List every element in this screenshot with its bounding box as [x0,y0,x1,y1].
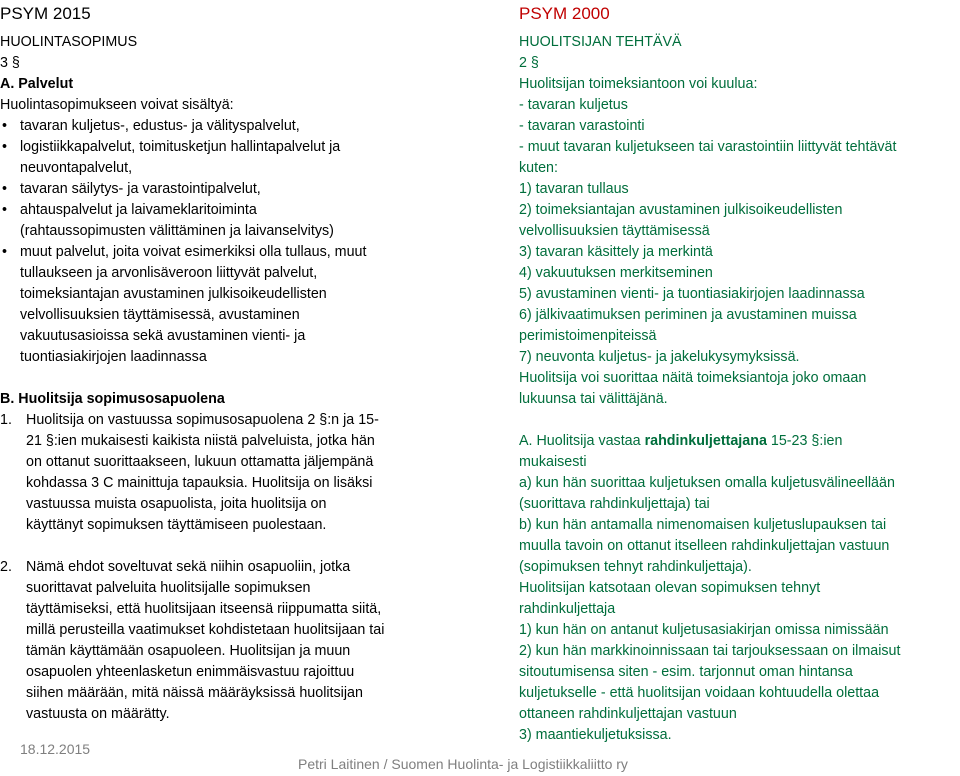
bullet-line [0,200,462,221]
left-intro: Huolintasopimukseen voivat sisältyä: [0,97,234,113]
item-1-line: käyttänyt sopimuksen täyttämiseen puolestaan. [26,517,327,533]
bullet-line [0,263,462,284]
bullet-line [0,158,462,179]
right-line: a) kun hän suorittaa kuljetuksen omalla kuljetusvälineellään [519,475,895,491]
right-line: (sopimuksen tehnyt rahdinkuljettaja). [519,559,752,575]
bullet-icon [0,263,20,284]
right-line: velvollisuuksien täyttämisessä [519,223,710,239]
right-line: b) kun hän antamalla nimenomaisen kuljetuslupauksen tai [519,517,887,533]
bullet-text: logistiikkapalvelut, toimitusketjun hallintapalvelut ja [20,139,341,155]
item-2-text: suorittavat palveluita huolitsijalle sopimuksen [26,580,311,596]
right-heading-a-suffix: 15-23 §:ien [766,433,843,449]
item-2 [0,557,462,725]
item-2-text: osapuolen yhteenlasketun enimmäisvastuu rajoittuu [26,664,355,680]
footer-date: 18.12.2015 [20,741,91,757]
right-line: Huolitsijan katsotaan olevan sopimuksen tehnyt [519,580,821,596]
item-2-line [0,599,462,620]
bullet-icon: • [2,202,8,218]
bullet-line [0,116,462,137]
right-paragraph-number: 2 § [519,55,539,71]
right-line: - muut tavaran kuljetukseen tai varastointiin liittyvät tehtävät [519,139,897,155]
right-text-block-2 [519,452,960,746]
item-2-text: täyttämiseksi, että huolitsijaan itseensä riippumatta siitä, [26,601,382,617]
bullet-line [0,305,462,326]
bullet-text: ahtauspalvelut ja laivameklaritoiminta [20,202,257,218]
right-title: PSYM 2000 [519,4,610,23]
item-2-line [0,662,462,683]
bullet-icon [0,284,20,305]
item-1-line: kohdassa 3 C mainittuja tapauksia. Huolitsija on lisäksi [26,475,373,491]
right-line: - tavaran varastointi [519,118,645,134]
bullet-text: toimeksiantajan avustaminen julkisoikeudellisten [20,286,327,302]
item-2-line [0,578,462,599]
bullet-icon [0,158,20,179]
right-line: kuten: [519,160,558,176]
item-2-text: siihen määrään, mitä näissä määräyksissä huolitsijan [26,685,363,701]
bullet-text: tullaukseen ja arvonlisäveroon liittyvät palvelut, [20,265,318,281]
right-section-heading: HUOLITSIJAN TEHTÄVÄ [519,34,682,50]
right-line: 1) kun hän on antanut kuljetusasiakirjan omissa nimissään [519,622,889,638]
bullet-icon [0,347,20,368]
bullet-icon: • [2,244,8,260]
bullet-text: tavaran säilytys- ja varastointipalvelut, [20,181,261,197]
right-line: 7) neuvonta kuljetus- ja jakelukysymyksissä. [519,349,800,365]
right-line: 1) tavaran tullaus [519,181,629,197]
item-1-first-line: Huolitsija on vastuussa sopimusosapuolena 2 §:n ja 15- [26,412,379,428]
bullet-icon: • [2,139,8,155]
footer-author: Petri Laitinen / Suomen Huolinta- ja Logistiikkaliitto ry [298,756,628,772]
left-title: PSYM 2015 [0,4,91,23]
left-column [0,0,462,725]
item-2-number [0,599,26,620]
right-line: sitoutumisensa siten - esim. tarjonnut oman hintansa [519,664,853,680]
bullet-text: (rahtaussopimusten välittäminen ja laivanselvitys) [20,223,334,239]
item-2-number [0,704,26,725]
right-line: Huolitsijan toimeksiantoon voi kuulua: [519,76,758,92]
left-section-heading: HUOLINTASOPIMUS [0,34,138,50]
item-1-line: vastuussa muista osapuolista, joita huolitsija on [26,496,327,512]
right-line: perimistoimenpiteissä [519,328,657,344]
bullet-icon: • [2,181,8,197]
bullet-line [0,242,462,263]
bullet-line [0,137,462,158]
item-2-number: 2. [0,559,12,575]
item-2-line [0,641,462,662]
right-line: - tavaran kuljetus [519,97,628,113]
right-text-block-1 [519,74,960,410]
right-line: kuljetukselle - että huolitsijan voidaan kohtuudella olettaa [519,685,880,701]
right-heading-a-prefix: A. Huolitsija vastaa [519,433,645,449]
right-line: muulla tavoin on ottanut itselleen rahdinkuljettajan vastuun [519,538,890,554]
heading-a-palvelut: A. Palvelut [0,76,74,92]
bullet-text: muut palvelut, joita voivat esimerkiksi olla tullaus, muut [20,244,367,260]
item-2-number [0,578,26,599]
services-bullet-list [0,116,462,368]
left-paragraph-number: 3 § [0,55,20,71]
bullet-line [0,284,462,305]
right-line: Huolitsija voi suorittaa näitä toimeksiantoja joko omaan [519,370,867,386]
item-2-number [0,641,26,662]
item-2-number [0,683,26,704]
right-heading-a-bold: rahdinkuljettajana [644,433,767,449]
right-line: 2) kun hän markkinoinnissaan tai tarjouksessaan on ilmaisut [519,643,901,659]
item-2-text: Nämä ehdot soveltuvat sekä niihin osapuoliin, jotka [26,559,351,575]
item-2-line [0,683,462,704]
item-2-text: tämän käyttämään osapuoleen. Huolitsijan ja muun [26,643,351,659]
item-2-number [0,662,26,683]
item-1-line: 21 §:ien mukaisesti kaikista niistä palveluista, jotka hän [26,433,375,449]
item-2-text: millä perusteilla vaatimukset kohdistetaan huolitsijaan tai [26,622,385,638]
bullet-icon: • [2,118,8,134]
bullet-text: tavaran kuljetus-, edustus- ja välityspalvelut, [20,118,300,134]
bullet-text: vakuutusasioissa sekä avustaminen vienti- ja [20,328,306,344]
item-2-line [0,704,462,725]
item-1 [0,410,462,431]
bullet-line [0,179,462,200]
item-2-line [0,557,462,578]
right-line: ottaneen rahdinkuljettajan vastuun [519,706,737,722]
item-1-text [0,431,462,536]
item-1-line: on ottanut suorittaakseen, lukuun ottamatta jäljempänä [26,454,374,470]
item-1-number: 1. [0,412,12,428]
right-line: (suorittava rahdinkuljettaja) tai [519,496,710,512]
bullet-icon [0,305,20,326]
bullet-line [0,326,462,347]
right-line: 5) avustaminen vienti- ja tuontiasiakirjojen laadinnassa [519,286,865,302]
bullet-text: neuvontapalvelut, [20,160,133,176]
right-line: 4) vakuutuksen merkitseminen [519,265,713,281]
item-2-number [0,620,26,641]
item-2-text: vastuusta on määrätty. [26,706,170,722]
right-line: 6) jälkivaatimuksen periminen ja avustaminen muissa [519,307,857,323]
right-line: 3) maantiekuljetuksissa. [519,727,672,743]
bullet-line [0,347,462,368]
right-line: lukuunsa tai välittäjänä. [519,391,668,407]
heading-b: B. Huolitsija sopimusosapuolena [0,391,225,407]
bullet-icon [0,326,20,347]
bullet-text: velvollisuuksien täyttämisessä, avustaminen [20,307,300,323]
right-column [519,0,960,746]
right-heading-a [519,431,960,452]
right-line: rahdinkuljettaja [519,601,616,617]
bullet-icon [0,221,20,242]
item-2-line [0,620,462,641]
bullet-text: tuontiasiakirjojen laadinnassa [20,349,207,365]
bullet-line [0,221,462,242]
right-line: 3) tavaran käsittely ja merkintä [519,244,713,260]
right-line: mukaisesti [519,454,587,470]
right-line: 2) toimeksiantajan avustaminen julkisoikeudellisten [519,202,843,218]
